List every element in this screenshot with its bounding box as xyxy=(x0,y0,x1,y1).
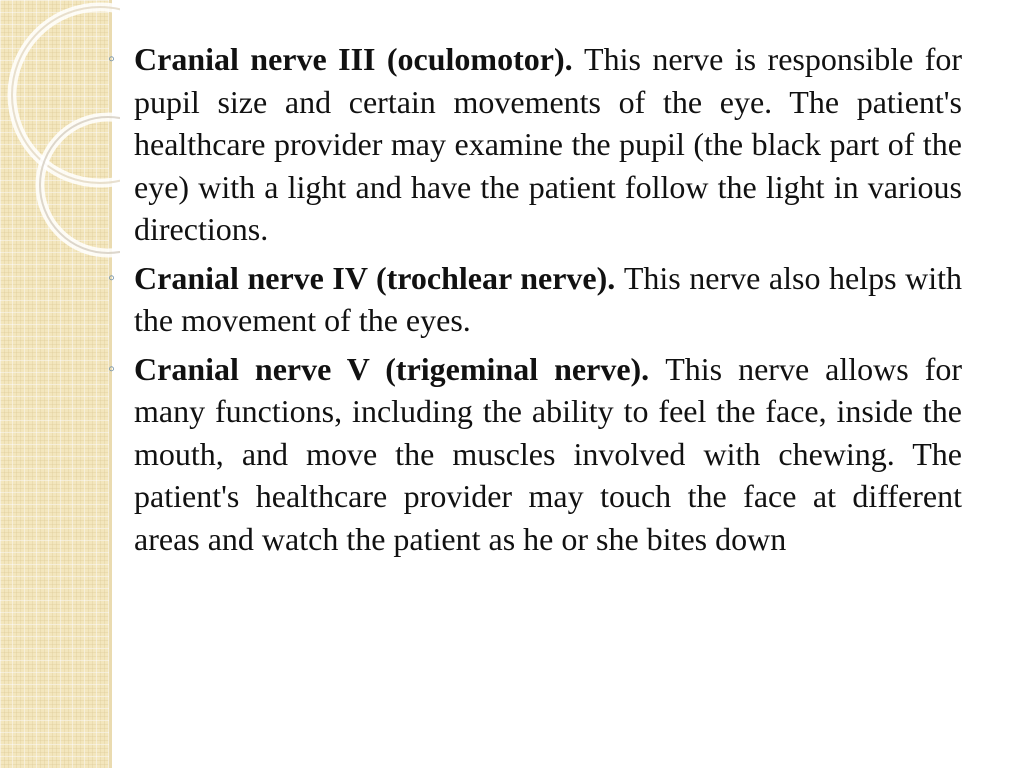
bullet-term: Cranial nerve V (trigeminal nerve). xyxy=(134,350,666,387)
decorative-rings xyxy=(0,0,120,260)
hollow-bullet-icon: ◦ xyxy=(108,266,116,289)
hollow-bullet-icon: ◦ xyxy=(108,48,116,70)
bullet-description: This nerve allows for many functions, including the ability to feel the face, inside the mouth, and move the muscles involved with chewing. The patient's healthcare provider may touch the face at different areas and watch the patient as he or she bites down xyxy=(134,350,963,557)
bullet-list xyxy=(104,38,962,560)
bullet-item-trochlear xyxy=(104,257,962,342)
bullet-item-trigeminal xyxy=(104,348,962,561)
bullet-term: Cranial nerve IV (trochlear nerve). xyxy=(134,259,624,296)
bullet-term: Cranial nerve III (oculomotor). xyxy=(134,41,585,77)
slide-content xyxy=(104,38,962,566)
bullet-item-oculomotor xyxy=(104,38,962,251)
hollow-bullet-icon: ◦ xyxy=(108,357,116,380)
bullet-description: This nerve is responsible for pupil size and certain movements of the eye. The patient's healthcare provider may examine the pupil (the black part of the eye) with a light and have the patient follow the light in various directions. xyxy=(134,41,963,247)
bullet-description: This nerve also helps with the movement of the eyes. xyxy=(134,259,962,338)
